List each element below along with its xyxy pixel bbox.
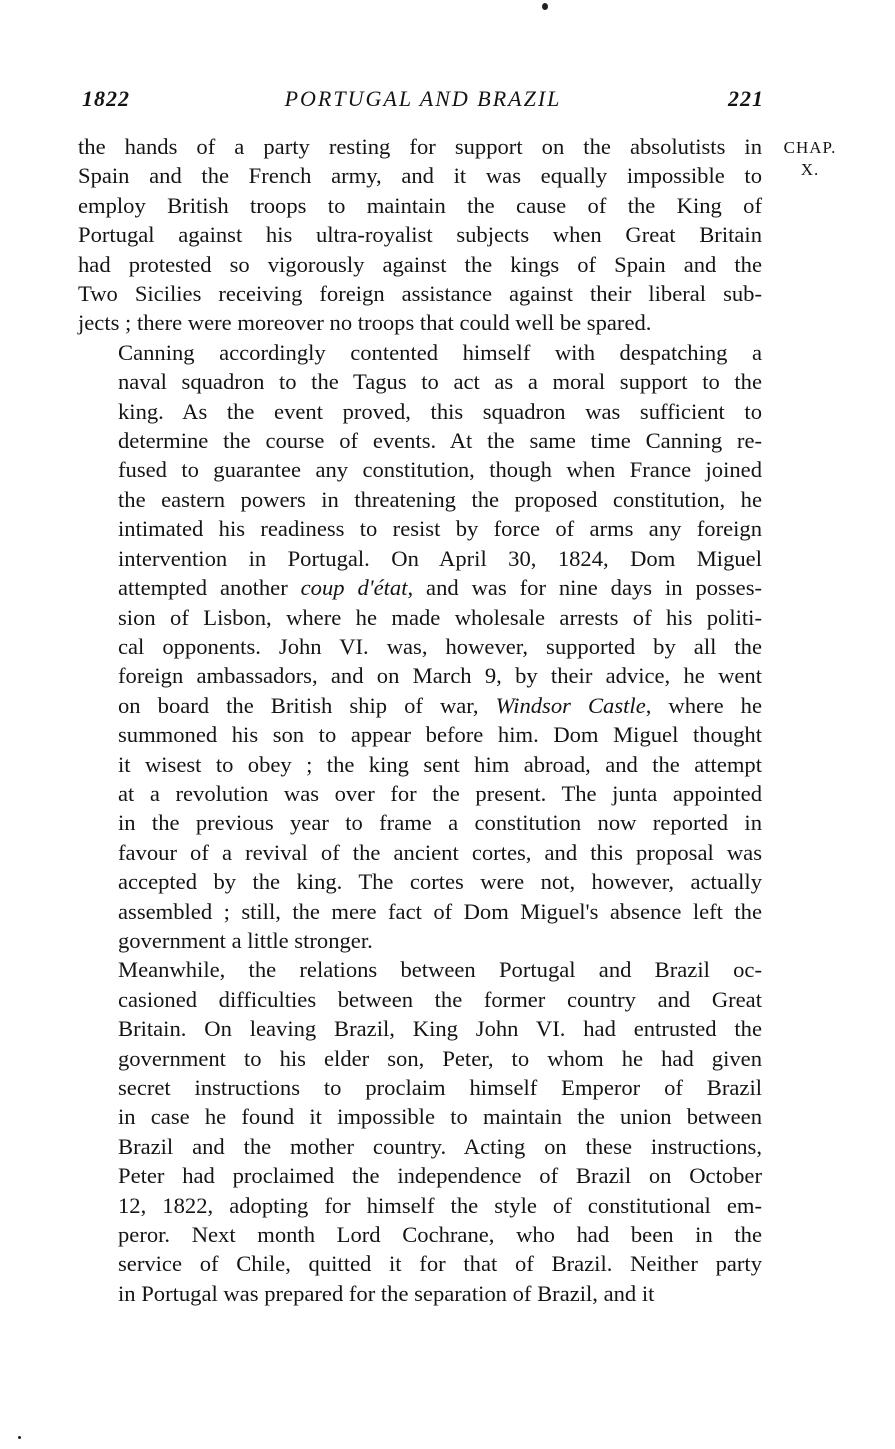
text-segment: Spain and the French army, and it was equally impossible to <box>78 163 762 189</box>
text-line <box>78 661 762 690</box>
text-line <box>78 1191 762 1220</box>
italic-phrase: coup d'état <box>300 575 408 601</box>
text-segment: 12, 1822, adopting for himself the style of constitutional em- <box>118 1192 762 1218</box>
text-line <box>78 220 762 249</box>
text-segment: peror. Next month Lord Cochrane, who had been in the <box>118 1222 762 1248</box>
text-segment: jects ; there were moreover no troops that could well be spared. <box>78 310 652 336</box>
text-line <box>78 544 762 573</box>
text-segment: government a little stronger. <box>118 927 373 953</box>
text-segment: secret instructions to proclaim himself Emperor of Brazil <box>118 1075 762 1100</box>
print-speck-top <box>542 3 548 10</box>
text-segment: summoned his son to appear before him. Dom Miguel thought <box>118 722 762 748</box>
text-line <box>78 926 762 955</box>
text-segment: attempted another <box>118 575 301 601</box>
text-segment: intervention in Portugal. On April 30, 1824, Dom Miguel <box>118 545 762 571</box>
text-line <box>78 1132 762 1161</box>
text-line <box>78 1073 762 1102</box>
text-segment: , and was for nine days in posses- <box>407 575 763 601</box>
text-line <box>78 603 762 632</box>
text-line <box>78 338 762 367</box>
text-segment: casioned difficulties between the former country and Great <box>118 986 762 1012</box>
text-segment: cal opponents. John VI. was, however, supported by all the <box>118 633 762 659</box>
text-segment: Meanwhile, the relations between Portugal and Brazil oc- <box>118 957 762 983</box>
text-segment: Brazil and the mother country. Acting on these instructions, <box>118 1133 762 1159</box>
text-segment: Peter had proclaimed the independence of Brazil on October <box>118 1163 762 1189</box>
text-line <box>78 779 762 808</box>
chapter-label: CHAP. <box>783 138 837 157</box>
text-segment: it wisest to obey ; the king sent him abroad, and the attempt <box>118 751 762 777</box>
text-line <box>78 867 762 896</box>
page-number: 221 <box>728 86 764 111</box>
text-line <box>78 1220 762 1249</box>
text-segment: king. As the event proved, this squadron was sufficient to <box>118 398 762 424</box>
text-line <box>78 426 762 455</box>
text-segment: the hands of a party resting for support on the absolutists in <box>78 134 762 159</box>
text-segment: foreign ambassadors, and on March 9, by their advice, he went <box>118 663 762 689</box>
text-segment: on board the British ship of war, <box>118 692 496 718</box>
text-segment: Canning accordingly contented himself with despatching a <box>118 339 762 365</box>
text-segment: intimated his readiness to resist by force of arms any foreign <box>118 516 762 542</box>
text-line <box>78 250 762 279</box>
text-line <box>78 132 762 161</box>
text-segment: the eastern powers in threatening the proposed constitution, he <box>118 486 762 512</box>
text-line <box>78 808 762 837</box>
paragraph <box>78 955 762 1308</box>
text-line <box>78 1249 762 1278</box>
text-segment: fused to guarantee any constitution, though when France joined <box>118 457 762 483</box>
text-segment: assembled ; still, the mere fact of Dom Miguel's absence left the <box>118 898 762 924</box>
text-segment: in case he found it impossible to maintain the union between <box>118 1104 762 1130</box>
text-segment: government to his elder son, Peter, to whom he had given <box>118 1045 762 1071</box>
running-head <box>82 86 764 116</box>
text-line <box>78 1102 762 1131</box>
text-segment: in Portugal was prepared for the separation of Brazil, and it <box>118 1280 655 1306</box>
text-segment: Portugal against his ultra-royalist subjects when Great Britain <box>78 222 762 248</box>
chapter-margin-note <box>775 137 845 181</box>
text-line <box>78 514 762 543</box>
text-line <box>78 720 762 749</box>
text-line <box>78 397 762 426</box>
running-head-title: PORTUGAL AND BRAZIL <box>284 86 562 111</box>
text-segment: favour of a revival of the ancient cortes, and this proposal was <box>118 839 762 865</box>
text-segment: Two Sicilies receiving foreign assistance against their liberal sub- <box>78 281 762 307</box>
text-line <box>78 367 762 396</box>
text-line <box>78 1161 762 1190</box>
text-segment: naval squadron to the Tagus to act as a moral support to the <box>118 369 762 395</box>
text-segment: sion of Lisbon, where he made wholesale arrests of his politi- <box>118 604 762 630</box>
running-head-year: 1822 <box>82 86 130 111</box>
text-line <box>78 955 762 984</box>
text-line <box>78 1014 762 1043</box>
text-segment: in the previous year to frame a constitution now reported in <box>118 810 762 836</box>
paragraph <box>78 338 762 956</box>
text-segment: accepted by the king. The cortes were not, however, actually <box>118 869 762 895</box>
text-line <box>78 897 762 926</box>
text-line <box>78 455 762 484</box>
text-segment: service of Chile, quitted it for that of Brazil. Neither party <box>118 1251 762 1277</box>
text-segment: at a revolution was over for the present. The junta appointed <box>118 780 762 806</box>
text-line <box>78 191 762 220</box>
text-segment: employ British troops to maintain the cause of the King of <box>78 192 762 218</box>
text-line <box>78 161 762 190</box>
text-line <box>78 279 762 308</box>
text-line <box>78 838 762 867</box>
body-text <box>78 132 762 1308</box>
paragraph <box>78 132 762 338</box>
text-line <box>78 750 762 779</box>
text-line <box>78 308 762 337</box>
text-line <box>78 985 762 1014</box>
text-segment: , where he <box>645 692 763 718</box>
text-line <box>78 1044 762 1073</box>
print-speck-bottom <box>18 1436 21 1439</box>
text-line <box>78 1279 762 1308</box>
text-line <box>78 573 762 602</box>
text-line <box>78 691 762 720</box>
text-segment: Britain. On leaving Brazil, King John VI. had entrusted the <box>118 1016 762 1042</box>
text-line <box>78 485 762 514</box>
chapter-number: X. <box>800 160 820 179</box>
italic-phrase: Windsor Castle <box>495 692 646 718</box>
text-segment: determine the course of events. At the same time Canning re- <box>118 428 762 454</box>
text-line <box>78 632 762 661</box>
text-segment: had protested so vigorously against the kings of Spain and the <box>78 251 762 277</box>
